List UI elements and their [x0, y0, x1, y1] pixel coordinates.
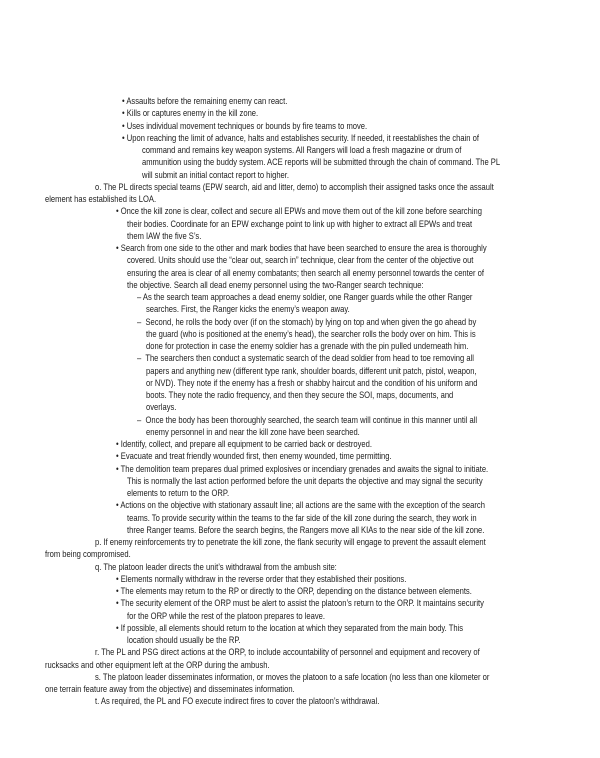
text-line-content: enemy personnel in and near the kill zone have been searched.	[146, 426, 360, 438]
text-line-content: ensuring the area is clear of all enemy combatants; then search all enemy personnel towards the center of	[127, 267, 484, 279]
text-line-content: overlays.	[146, 402, 177, 414]
text-line	[0, 243, 600, 255]
text-line	[0, 219, 600, 231]
text-line	[0, 182, 600, 194]
text-line	[0, 304, 600, 316]
text-line	[0, 206, 600, 218]
text-line-content: location should usually be the RP.	[127, 635, 241, 646]
text-line-content: command and remains key weapon systems. All Rangers will load a fresh magazine or drum of	[142, 145, 462, 156]
text-line	[0, 488, 600, 500]
text-line	[0, 525, 600, 537]
text-line	[0, 574, 600, 586]
text-line	[0, 280, 600, 292]
text-line	[0, 108, 600, 120]
text-line-content: the objective. Search all dead enemy personnel using the two-Ranger search technique:	[127, 279, 424, 291]
text-line-content: q. The platoon leader directs the unit’s withdrawal from the ambush site:	[95, 561, 337, 573]
text-line	[0, 537, 600, 549]
text-line	[0, 647, 600, 659]
text-line-content: • Actions on the objective with stationary assault line; all actions are the same with the exception of the search	[116, 500, 485, 512]
text-line	[0, 464, 600, 476]
text-line	[0, 549, 600, 561]
text-line	[0, 292, 600, 304]
text-line	[0, 586, 600, 598]
text-line-content: ammunition using the buddy system. ACE reports will be submitted through the chain of command. The PL	[142, 157, 501, 169]
text-line-content: • Evacuate and treat friendly wounded first, then enemy wounded, time permitting.	[116, 451, 392, 463]
text-line	[0, 684, 600, 696]
text-line-content: • If possible, all elements should return to the location at which they separated from the main body. This	[116, 622, 464, 634]
text-line-content: • The elements may return to the RP or directly to the ORP, depending on the distance between elements.	[116, 586, 472, 597]
text-line	[0, 121, 600, 133]
text-line-content: rucksacks and other equipment left at the ORP during the ambush.	[45, 659, 270, 671]
text-line-content: boots. They note the radio frequency, and then they secure the SOI, maps, documents, and	[146, 390, 454, 401]
text-line-content: done for protection in case the enemy soldier has a grenade with the pin pulled underneath him.	[146, 341, 469, 352]
text-line	[0, 145, 600, 157]
text-line-content: will submit an initial contact report to higher.	[142, 169, 290, 181]
text-line	[0, 341, 600, 353]
text-line-content: element has established its LOA.	[45, 194, 157, 205]
text-line	[0, 268, 600, 280]
text-line-content: • Once the kill zone is clear, collect and secure all EPWs and move them out of the kill zone before searching	[116, 206, 482, 218]
text-line	[0, 635, 600, 647]
text-line-content: r. The PL and PSG direct actions at the ORP, to include accountability of personnel and equipment and recovery of	[95, 647, 480, 659]
text-line	[0, 329, 600, 341]
text-line	[0, 672, 600, 684]
text-line	[0, 427, 600, 439]
text-line	[0, 353, 600, 365]
text-line-content: their bodies. Coordinate for an EPW exchange point to link up with higher to extract all EPWs and treat	[127, 218, 473, 230]
text-line	[0, 170, 600, 182]
text-line	[0, 96, 600, 108]
text-line-content: one terrain feature away from the objective) and disseminates information.	[45, 684, 295, 695]
text-line-content: teams. To provide security within the teams to the far side of the kill zone during the search, they work in	[127, 512, 477, 524]
text-line-content: This is normally the last action performed before the unit departs the objective and may signal the security	[127, 475, 483, 487]
text-line	[0, 500, 600, 512]
text-line-content: papers and anything new (different type rank, shoulder boards, different unit patch, pistol, weapon,	[146, 365, 477, 377]
text-line	[0, 611, 600, 623]
text-line	[0, 255, 600, 267]
text-line	[0, 194, 600, 206]
text-line	[0, 415, 600, 427]
text-line	[0, 402, 600, 414]
text-line-content: covered. Units should use the “clear out, search in” technique, clear from the center of the objective out	[127, 255, 474, 267]
text-line-content: • Elements normally withdraw in the reverse order that they established their positions.	[116, 573, 407, 585]
text-line	[0, 133, 600, 145]
text-line-content: • Kills or captures enemy in the kill zone.	[122, 108, 259, 120]
text-line-content: searches. First, the Ranger kicks the enemy’s weapon away.	[146, 304, 350, 316]
text-line	[0, 696, 600, 708]
text-line	[0, 390, 600, 402]
text-line-content: for the ORP while the rest of the platoon prepares to leave.	[127, 610, 325, 622]
text-line	[0, 366, 600, 378]
text-line-content: • Search from one side to the other and mark bodies that have been searched to ensure the area is thoroughly	[116, 243, 487, 254]
text-line-content: • Assaults before the remaining enemy can react.	[122, 96, 288, 107]
text-line-content: three Ranger teams. Before the search begins, the Rangers move all KIAs to the near side of the kill zone.	[127, 524, 485, 536]
text-line-content: s. The platoon leader disseminates information, or moves the platoon to a safe location (no less than one kilometer or	[95, 671, 490, 683]
text-line	[0, 623, 600, 635]
text-line-content: t. As required, the PL and FO execute indirect fires to cover the platoon’s withdrawal.	[95, 696, 380, 708]
text-line	[0, 476, 600, 488]
text-line-content: the guard (who is positioned at the enemy’s head), the searcher rolls the body over on him. This is	[146, 328, 476, 340]
text-line-content: p. If enemy reinforcements try to penetrate the kill zone, the flank security will engage to prevent the assault element	[95, 537, 486, 548]
text-line-content: from being compromised.	[45, 549, 131, 561]
text-line-content: – Once the body has been thoroughly searched, the search team will continue in this manner until all	[137, 414, 478, 426]
text-line-content: • Uses individual movement techniques or bounds by fire teams to move.	[122, 120, 368, 132]
text-line-content: or NVD). They note if the enemy has a fresh or shabby haircut and the condition of his uniform and	[146, 377, 478, 389]
text-line-content: • Upon reaching the limit of advance, halts and establishes security. If needed, it reestablishes the chain of	[122, 132, 479, 144]
text-line-content: – As the search team approaches a dead enemy soldier, one Ranger guards while the other Ranger	[137, 292, 473, 303]
text-line-content: elements to return to the ORP.	[127, 488, 230, 499]
text-line	[0, 231, 600, 243]
text-line-content: • The security element of the ORP must be alert to assist the platoon’s return to the ORP. It maintains security	[116, 598, 484, 610]
text-line	[0, 562, 600, 574]
text-line	[0, 598, 600, 610]
text-line	[0, 451, 600, 463]
text-line	[0, 513, 600, 525]
text-line	[0, 378, 600, 390]
text-line	[0, 439, 600, 451]
text-line-content: o. The PL directs special teams (EPW search, aid and litter, demo) to accomplish their assigned tasks once the assault	[95, 181, 494, 193]
text-line	[0, 660, 600, 672]
text-line-content: • The demolition team prepares dual primed explosives or incendiary grenades and awaits the signal to initiate.	[116, 463, 489, 475]
text-line-content: – The searchers then conduct a systematic search of the dead soldier from head to toe removing all	[137, 353, 474, 365]
text-line	[0, 157, 600, 169]
text-line-content: • Identify, collect, and prepare all equipment to be carried back or destroyed.	[116, 439, 372, 450]
text-line	[0, 317, 600, 329]
text-line-content: – Second, he rolls the body over (if on the stomach) by lying on top and when given the go ahead by	[137, 316, 477, 328]
text-line-content: them IAW the five S’s.	[127, 230, 202, 242]
